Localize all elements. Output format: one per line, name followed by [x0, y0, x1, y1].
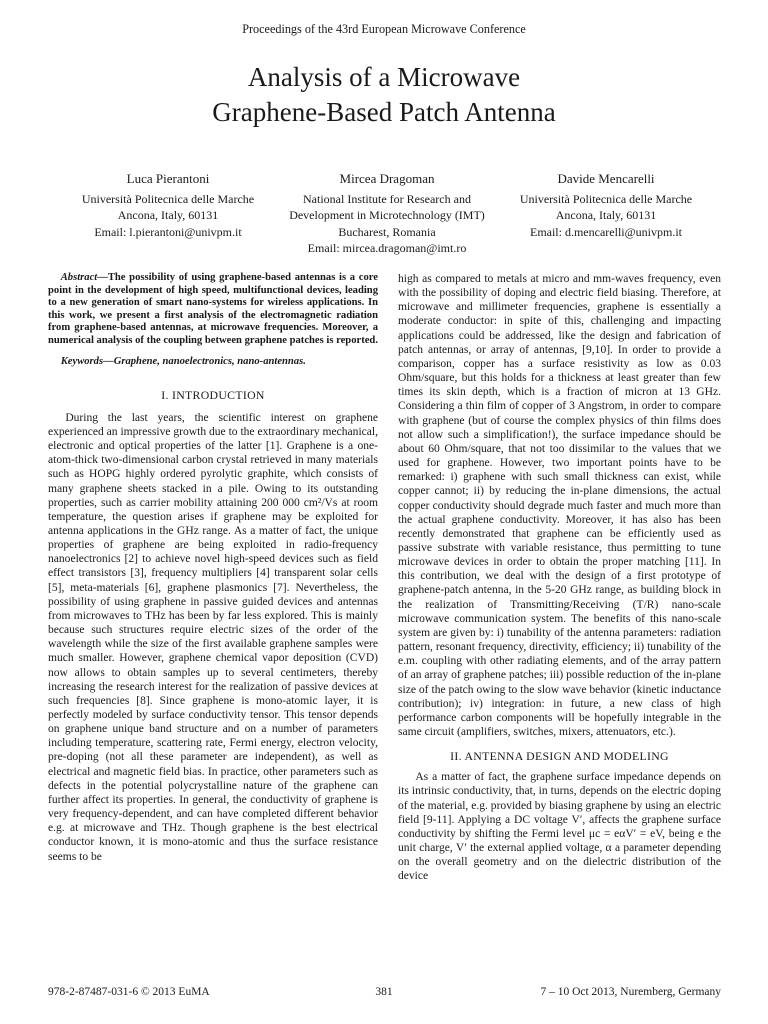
- section-1-heading: I. INTRODUCTION: [161, 387, 265, 402]
- author-email: Email: mircea.dragoman@imt.ro: [307, 241, 467, 256]
- keywords: Keywords—Graphene, nanoelectronics, nano-antennas.: [60, 355, 306, 367]
- left-column: [48, 272, 378, 864]
- author-affiliation: Università Politecnica delle Marche: [519, 192, 693, 206]
- intro-continuation-paragraph: high as compared to metals at micro and mm-waves frequency, even with the possibility of doping and electric field biasing. Therefore, at microwave and millimeter frequencies, graphene is essentially a moderate conductor: in spite of this, challenging and impacting applications could be addressed, like the design and fabrication of patch antennas, or array of antennas, [9,10]. In order to provide a comparison, copper has a surface resistivity as low as 0.03 Ohm/square, but this holds for a thickness at least greater than few times its skin depth, which is a fraction of micron at 13 GHz. Considering a thin film of copper of 3 Angstrom, in order to compare with graphene (but of course the complex physics of thin films does not allow such a simplification!), the surface impedance should be about 60 Ohm/square, that not too dissimilar to the values that we used for graphene. However, two important points have to be remarked: i) graphene with such small thickness can exist, while copper cannot; ii) by reducing the in-plane dimensions, the actual copper conductivity should degrade much faster and much more than the actual graphene conductivity. Moreover, it has also has been recently demonstrated that graphene can be efficiently used as passive substrate with variable resistance, thus permitting to tune microwave devices in order to obtain the proper matching [11]. In this contribution, we deal with the design of a first prototype of graphene-patch antenna, in the 5-20 GHz range, as building block in the realization of Transmitting/Receiving (T/R) nano-scale microwave communication system. The benefits of this nano-scale system are given by: i) tunability of the antenna parameters: radiation pattern, resonant frequency, directivity, efficiency; ii) tunability of the e.m. coupling with other radiating elements, and of the array pattern of an array of graphene patches; iii) possible reduction of the in-plane size of the patch owing to the slow wave behavior (kinetic inductance contribution); iv) integration: in future, a new class of high performance carbon components will be hopefully integrable in the same circuit (amplifiers, switches, mixers, attenuators, etc.).: [398, 273, 721, 738]
- section-2-heading: II. ANTENNA DESIGN AND MODELING: [450, 749, 669, 764]
- author-address: Ancona, Italy, 60131: [555, 208, 657, 223]
- conference-header: Proceedings of the 43rd European Microwave Conference: [242, 22, 526, 36]
- right-column: [398, 272, 721, 884]
- abstract: [48, 272, 378, 348]
- footer-isbn: 978-2-87487-031-6 © 2013 EuMA: [48, 986, 210, 998]
- footer-date-location: 7 – 10 Oct 2013, Nuremberg, Germany: [540, 986, 721, 998]
- author-email: Email: l.pierantoni@univpm.it: [94, 224, 242, 239]
- author-affiliation-2: Development in Microtechnology (IMT): [289, 208, 485, 223]
- author-affiliation: National Institute for Research and: [303, 192, 471, 206]
- author-1: [48, 170, 288, 240]
- author-address: Ancona, Italy, 60131: [117, 208, 219, 223]
- author-email: Email: d.mencarelli@univpm.it: [529, 224, 682, 239]
- paper-title: [0, 60, 768, 130]
- author-2: [262, 170, 512, 257]
- author-affiliation: Università Politecnica delle Marche: [81, 192, 255, 206]
- author-name: Mircea Dragoman: [339, 171, 435, 186]
- section-2-paragraph: As a matter of fact, the graphene surface impedance depends on its intrinsic conductivity, that, in turns, depends on the electric doping of the material, e.g. provided by biasing graphene by using an electric field [9-11]. Applying a DC voltage V′, affects the graphene surface conductivity by shifting the Fermi level μc = eαV′ = eV, being e the unit charge, V′ the external applied voltage, α a parameter depending on the overall geometry and on the dielectric distribution of the device: [398, 771, 721, 883]
- page-number: 381: [375, 986, 393, 998]
- title-line-2: Graphene-Based Patch Antenna: [212, 97, 556, 127]
- abstract-text: —The possibility of using graphene-based antennas is a core point in the development of high speed, multifunctional devices, leading to a new generation of smart nano-systems for wireless applications. In this work, we present a first analysis of the electromagnetic radiation from graphene-based antennas, at microwave frequencies. Moreover, a numerical analysis of the coupling between graphene patches is reported.: [48, 272, 378, 346]
- abstract-label: Abstract: [60, 272, 98, 283]
- author-name: Luca Pierantoni: [126, 171, 210, 186]
- title-line-1: Analysis of a Microwave: [247, 62, 521, 92]
- author-address: Bucharest, Romania: [338, 224, 436, 239]
- author-3: [486, 170, 726, 240]
- section-1-paragraph: During the last years, the scientific interest on graphene experienced an impressive growth due to the extraordinary mechanical, electronic and optical properties of the latter [1]. Graphene is a one-atom-thick two-dimensional carbon crystal retrieved in many materials such as HOPG highly ordered pyrolytic graphite, which consists of many graphene sheets stacked in a pile. Owing to its outstanding properties, such as carrier mobility attaining 200 000 cm²/Vs at room temperature, the question arises if graphene may be exploited for antenna applications in the GHz range. As a matter of fact, the unique properties of graphene are being exploited in radio-frequency nanoelectronics [2] to achieve novel high-speed devices such as field effect transistors [3], frequency multipliers [4] transparent solar cells [5], meta-materials [6], graphene plasmonics [7]. Nevertheless, the possibility of using graphene in passive guided devices and antennas from microwaves to THz has been by far less explored. This is mainly because such structures require electric sizes of the order of the wavelength while the size of the first available graphene samples were much smaller. However, graphene chemical vapor deposition (CVD) now allows to obtain samples up to several centimeters, thereby increasing the research interest for the realization of passive devices at such frequencies [8]. Since graphene is mono-atomic layer, it is perfectly modeled by surface conductivity tensor. This tensor depends on graphene unique band structure and on a number of parameters including temperature, scattering rate, Fermi energy, electron velocity, pre-doping (not all these parameter are independent), as well as electrical and magnetic field bias. In practice, other parameters such as defects in the potential polycrystalline nature of the graphene can further affect its properties. In general, the conductivity of graphene is very frequency-dependent, and can have completed different behavior e.g. at microwave and THz. Though graphene is the best electrical conductor known, it is mono-atomic and thus the surface resistance seems to be: [48, 411, 378, 863]
- author-name: Davide Mencarelli: [557, 171, 655, 186]
